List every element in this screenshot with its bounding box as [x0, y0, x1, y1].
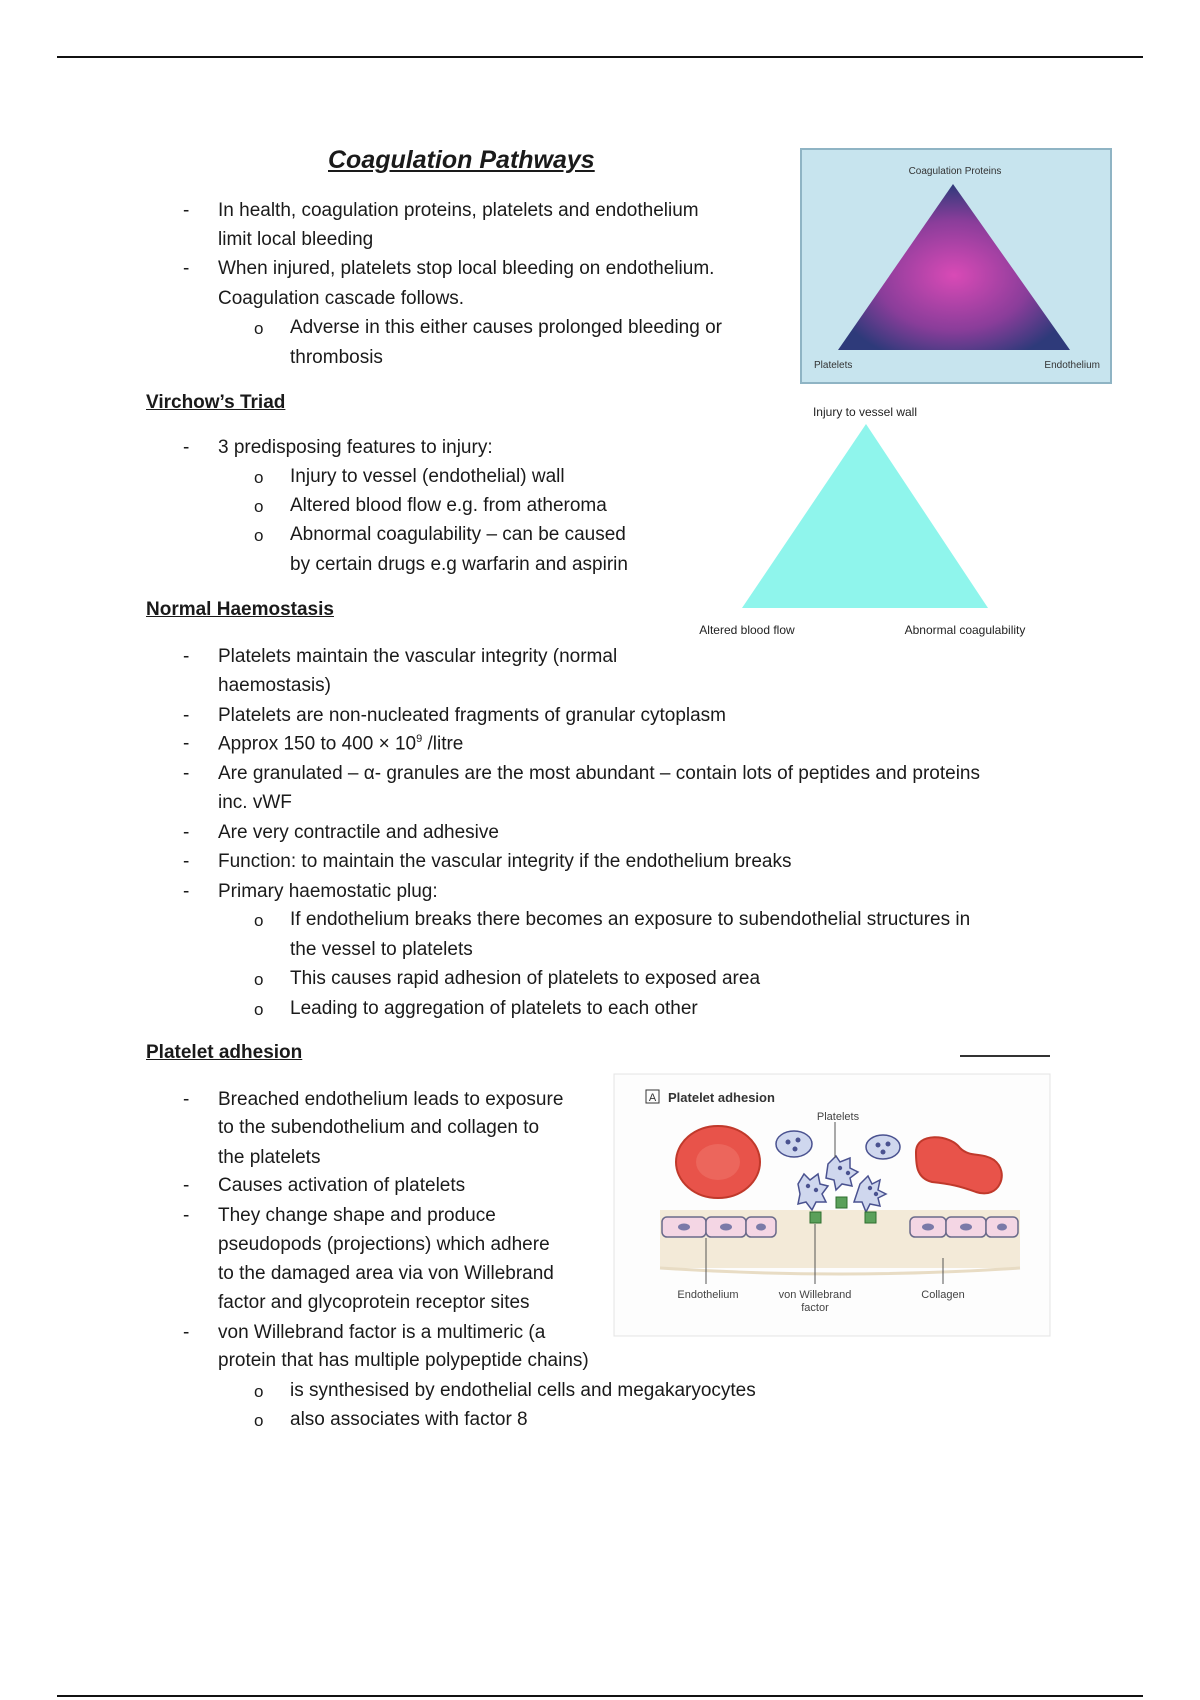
virchow-sub-3-line-1: Abnormal coagulability – can be caused [290, 524, 626, 545]
platelet-free-1 [776, 1131, 812, 1157]
adhesion-bullet-3-line-2: pseudopods (projections) which adhere [218, 1234, 550, 1255]
label-abnormal-coagulability: Abnormal coagulability [904, 623, 1026, 637]
label-coagulation-proteins: Coagulation Proteins [908, 166, 1002, 177]
dash-marker: - [183, 646, 190, 667]
circle-marker: o [254, 319, 264, 338]
red-blood-cell-left-centre [696, 1144, 740, 1180]
endothelial-cells-right [910, 1217, 1018, 1237]
dash-marker: - [183, 822, 190, 843]
adhesion-bullet-2: Causes activation of platelets [218, 1175, 466, 1196]
platelet-adhesion-figure [610, 1052, 1055, 1342]
intro-bullet-1-line-2: limit local bleeding [218, 229, 374, 250]
label-endothelium: Endothelium [677, 1289, 739, 1301]
circle-marker: o [254, 468, 264, 487]
adhesion-heading: Platelet adhesion [146, 1042, 303, 1063]
label-vwf-line-2: factor [801, 1302, 829, 1314]
haemostasis-sub-1-line-2: the vessel to platelets [290, 939, 473, 960]
intro-sub-line-2: thrombosis [290, 347, 383, 368]
bottom-rule [57, 1695, 1143, 1697]
platelet-count-exponent: 9 [416, 733, 423, 745]
vwf-square-2 [836, 1197, 847, 1208]
dash-marker: - [183, 200, 190, 221]
dash-marker: - [183, 851, 190, 872]
circle-marker: o [254, 1382, 264, 1401]
circle-marker: o [254, 1000, 264, 1019]
haemostasis-bullet-1-line-2: haemostasis) [218, 675, 331, 696]
dash-marker: - [183, 1089, 190, 1110]
haemostasis-bullet-4-line-1: Are granulated – α- granules are the most abundant – contain lots of peptides and proteins [218, 763, 980, 784]
label-altered-blood-flow: Altered blood flow [699, 623, 795, 637]
platelet-count-unit: /litre [422, 733, 464, 755]
top-rule [57, 56, 1143, 58]
dash-marker: - [183, 733, 190, 754]
circle-marker: o [254, 497, 264, 516]
adhesion-bullet-1-line-1: Breached endothelium leads to exposure [218, 1089, 564, 1110]
platelet-free-2 [866, 1135, 900, 1159]
haemostasis-bullet-4-line-2: inc. vWF [218, 792, 292, 813]
haemostasis-bullet-1-line-1: Platelets maintain the vascular integrity (normal [218, 646, 618, 667]
adhesion-bullet-3-line-4: factor and glycoprotein receptor sites [218, 1292, 530, 1313]
label-vwf-line-1: von Willebrand [778, 1289, 852, 1301]
haemostasis-bullet-2: Platelets are non-nucleated fragments of granular cytoplasm [218, 705, 726, 726]
intro-bullet-2-line-2: Coagulation cascade follows. [218, 288, 465, 309]
label-platelets: Platelets [814, 360, 853, 371]
adhesion-sub-1: is synthesised by endothelial cells and megakaryocytes [290, 1380, 756, 1401]
adhesion-sub-2: also associates with factor 8 [290, 1409, 528, 1430]
coagulation-triangle-figure [800, 148, 1112, 384]
intro-bullet-1-line-1: In health, coagulation proteins, platelets and endothelium [218, 200, 699, 221]
haemostasis-bullet-3 [218, 733, 463, 755]
intro-bullet-2-line-1: When injured, platelets stop local bleeding on endothelium. [218, 258, 715, 279]
adhesion-bullet-4-line-1: von Willebrand factor is a multimeric (a [218, 1322, 546, 1343]
vwf-square-3 [865, 1212, 876, 1223]
virchow-bullet-1: 3 predisposing features to injury: [218, 437, 493, 458]
page-title: Coagulation Pathways [328, 146, 595, 174]
dash-marker: - [183, 705, 190, 726]
platelet-count-text: Approx 150 to 400 × 10 [218, 733, 417, 755]
circle-marker: o [254, 911, 264, 930]
adhesion-bullet-3-line-3: to the damaged area via von Willebrand [218, 1263, 554, 1284]
circle-marker: o [254, 1411, 264, 1430]
coagulation-triangle-svg [800, 148, 1112, 384]
figure-tag-letter: A [648, 1092, 657, 1104]
label-platelets: Platelets [816, 1111, 860, 1123]
dash-marker: - [183, 1175, 190, 1196]
label-collagen: Collagen [921, 1289, 965, 1301]
haemostasis-bullet-6: Function: to maintain the vascular integrity if the endothelium breaks [218, 851, 792, 872]
dash-marker: - [183, 258, 190, 279]
adhesion-bullet-1-line-3: the platelets [218, 1147, 321, 1168]
dash-marker: - [183, 437, 190, 458]
circle-marker: o [254, 526, 264, 545]
virchow-sub-1: Injury to vessel (endothelial) wall [290, 466, 565, 487]
virchow-triangle-figure [680, 398, 1070, 644]
dash-marker: - [183, 1205, 190, 1226]
adhesion-bullet-1-line-2: to the subendothelium and collagen to [218, 1117, 540, 1138]
endothelial-cells-left [662, 1217, 776, 1237]
haemostasis-sub-1-line-1: If endothelium breaks there becomes an exposure to subendothelial structures in [290, 909, 971, 930]
dash-marker: - [183, 1322, 190, 1343]
label-injury-vessel-wall: Injury to vessel wall [812, 405, 918, 419]
virchow-triangle [742, 424, 988, 608]
haemostasis-sub-2: This causes rapid adhesion of platelets to exposed area [290, 968, 761, 989]
virchow-heading: Virchow’s Triad [146, 392, 286, 413]
haemostasis-sub-3: Leading to aggregation of platelets to each other [290, 998, 698, 1019]
platelet-adhesion-svg [610, 1052, 1055, 1342]
adhesion-bullet-3-line-1: They change shape and produce [218, 1205, 496, 1226]
virchow-sub-3-line-2: by certain drugs e.g warfarin and aspirin [290, 554, 628, 575]
figure-title: Platelet adhesion [668, 1090, 775, 1105]
virchow-sub-2: Altered blood flow e.g. from atheroma [290, 495, 607, 516]
circle-marker: o [254, 970, 264, 989]
dash-marker: - [183, 763, 190, 784]
haemostasis-heading: Normal Haemostasis [146, 599, 334, 620]
haemostasis-bullet-7: Primary haemostatic plug: [218, 881, 438, 902]
intro-sub-line-1: Adverse in this either causes prolonged bleeding or [290, 317, 722, 338]
virchow-triangle-svg [680, 398, 1070, 644]
vwf-square-1 [810, 1212, 821, 1223]
haemostasis-bullet-5: Are very contractile and adhesive [218, 822, 499, 843]
dash-marker: - [183, 881, 190, 902]
label-endothelium: Endothelium [1044, 360, 1100, 371]
adhesion-bullet-4-line-2: protein that has multiple polypeptide chains) [218, 1350, 589, 1371]
